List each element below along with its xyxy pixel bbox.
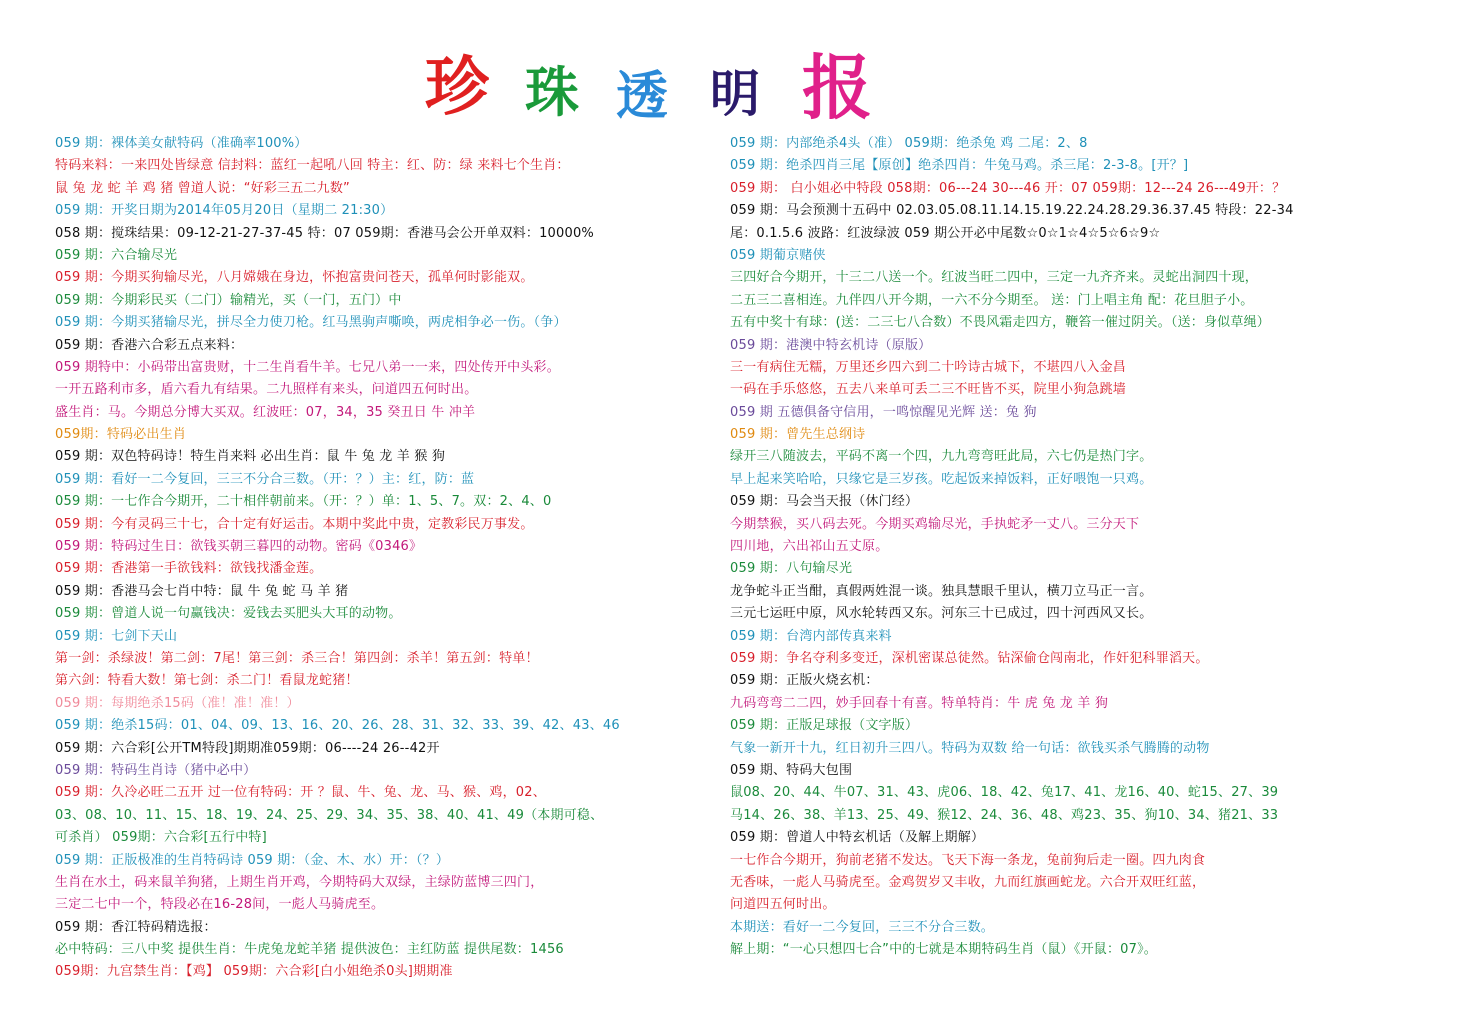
right-text-line: 三一有病住无糯，万里还乡四六到二十吟诗古城下，不堪四八入金昌 [730, 359, 1127, 375]
left-text-line: 059 期：开奖日期为2014年05月20日（星期二 21:30） [55, 203, 394, 219]
right-text-line: 一码在手乐悠悠，五去八来单可丢二三不旺皆不买，院里小狗急跳墙 [730, 382, 1127, 398]
left-text-line: 059 期：香港马会七肖中特：鼠 牛 兔 蛇 马 羊 猪 [55, 583, 349, 599]
left-text-line: 059 期：裸体美女献特码（准确率100%） [55, 136, 308, 151]
right-text-line: 本期送：看好一二今复回，三三不分合三数。 [730, 919, 995, 935]
right-text-line: 059 期：台湾内部传真来料 [730, 628, 892, 644]
right-text-line: 马14、26、38、羊13、25、49、猴12、24、36、48、鸡23、35、狗10、34、猪21、33 [730, 807, 1279, 823]
left-text-line: 03、08、10、11、15、18、19、24、25、29、34、35、38、40、41、49（本期可稳、 [55, 807, 604, 823]
right-text-line: 059 期：马会预测十五码中 02.03.05.08.11.14.15.19.22.24.28.29.36.37.45 特段：22-34 [730, 203, 1294, 219]
right-text-line: 059 期：马会当天报（休门经） [730, 494, 919, 510]
right-text-line: 问道四五何时出。 [730, 897, 836, 913]
right-text-line: 绿开三八随波去，平码不离一个四，九九弯弯旺此局，六七仍是热门字。 [730, 449, 1153, 465]
left-text-line: 必中特码：三八中奖 提供生肖：牛虎兔龙蛇羊猪 提供波色：主红防蓝 提供尾数：1456 [55, 942, 564, 958]
left-text-line: 059 期：今有灵码三十七，合十定有好运击。本期中奖此中贵，定教彩民万事发。 [55, 516, 534, 532]
right-text-line: 059 期：曾先生总纲诗 [730, 427, 866, 443]
left-text-line: 三定二七中一个，特段必在16-28间，一彪人马骑虎至。 [55, 897, 385, 913]
right-text-line: 九码弯弯二二四，妙手回春十有喜。特单特肖：牛 虎 兔 龙 羊 狗 [730, 695, 1109, 711]
right-text-line: 059 期：争名夺利多变迁，深机密谋总徒然。钻深偷仓闯南北，作奸犯科罪滔天。 [730, 650, 1209, 666]
left-text-line: 059 期：六合输尽光 [55, 247, 178, 263]
left-text-line: 特码来料：一来四处皆绿意 信封料：蓝红一起吼八回 特主：红、防：绿 来料七个生肖： [55, 158, 570, 174]
right-text-line: 早上起来笑哈哈，只缘它是三岁孩。吃起饭来掉饭料，正好喂饱一只鸡。 [730, 471, 1153, 487]
left-text-line: 盛生肖：马。今期总分博大买双。红波旺：07，34，35 癸丑日 牛 冲羊 [55, 404, 476, 420]
right-text-line: 尾：0.1.5.6 波路：红波绿波 059 期公开必中尾数☆0☆1☆4☆5☆6☆9☆ [730, 225, 1161, 241]
right-text-line: 059 期：曾道人中特玄机话（及解上期解） [730, 830, 985, 846]
left-text-line: 059 期：正版极准的生肖特码诗 059 期：（金、木、水）开：（？） [55, 852, 450, 868]
left-text-line: 059 期：双色特码诗！特生肖来料 必出生肖：鼠 牛 兔 龙 羊 猴 狗 [55, 449, 446, 465]
right-text-line: 059 期：正版火烧玄机： [730, 673, 879, 689]
left-text-line: 059 期：特码生肖诗（猪中必中） [55, 762, 257, 778]
right-text-line: 鼠08、20、44、牛07、31、43、虎06、18、42、兔17、41、龙16、40、蛇15、27、39 [730, 785, 1279, 801]
right-text-line: 五有中奖十有球：(送：二三七八合数）不畏风霜走四方，鞭笞一催过阴关。（送：身似草绳） [730, 315, 1270, 331]
left-column [55, 133, 695, 984]
left-text-line: 059 期：香港第一手欲钱料：欲钱找潘金莲。 [55, 561, 323, 577]
left-text-line: 059 期：特码过生日：欲钱买朝三暮四的动物。密码《0346》 [55, 539, 423, 555]
left-text-line: 058 期：搅珠结果：09-12-21-27-37-45 特：07 059期：香港马会公开单双料：10000% [55, 225, 594, 241]
right-text-line: 解上期：“一心只想四七合”中的七就是本期特码生肖（鼠）《开鼠：07》。 [730, 942, 1158, 958]
right-text-line: 059 期：港澳中特玄机诗（原版） [730, 337, 932, 353]
left-text-line: 059 期：曾道人说一句赢钱决：爱钱去买肥头大耳的动物。 [55, 606, 402, 622]
left-text-line: 059 期：七剑下天山 [55, 628, 178, 644]
left-text-line: 059 期特中：小码带出富贵财，十二生肖看牛羊。七兄八弟一一来，四处传开中头彩。 [55, 359, 560, 375]
title-char-4: 明 [710, 64, 760, 123]
left-text-line: 059 期：六合彩[公开TM特段]期期准059期：06----24 26--42开 [55, 740, 440, 756]
right-text-line: 059 期：内部绝杀4头（准） 059期：绝杀兔 鸡 二尾：2、8 [730, 136, 1088, 151]
right-text-line: 059 期 五德俱备守信用，一鸣惊醒见光辉 送：兔 狗 [730, 404, 1037, 420]
right-text-line: 龙争蛇斗正当酣，真假两姓混一谈。独具慧眼千里认，横刀立马正一言。 [730, 583, 1153, 599]
left-text-line: 059 期：香江特码精选报： [55, 919, 217, 935]
left-text-line: 059期：特码必出生肖 [55, 427, 187, 443]
left-text-line: 059 期：今期彩民买（二门）输精光，买（一门，五门）中 [55, 292, 402, 308]
right-text-line: 三元七运旺中原，风水轮转西又东。河东三十已成过，四十河西风又长。 [730, 606, 1153, 622]
left-text-line: 第六剑：特看大数！第七剑：杀二门！看鼠龙蛇猪！ [55, 673, 359, 689]
left-text-line: 059 期：久冷必旺二五开 过一位有特码：开 ？鼠、牛、兔、龙、马、猴、鸡，02、 [55, 785, 546, 801]
right-text-line: 059 期： 白小姐必中特段 058期：06---24 30---46 开：07 059期：12---24 26---49开：？ [730, 180, 1286, 196]
right-text-line: 059 期：正版足球报（文字版） [730, 718, 919, 734]
title-char-2: 珠 [525, 60, 579, 124]
right-text-line: 059 期葡京赌侠 [730, 247, 826, 263]
right-text-line: 今期禁猴，买八码去死。今期买鸡输尽光，手执蛇矛一丈八。三分天下 [730, 516, 1140, 532]
left-text-line: 鼠 兔 龙 蛇 羊 鸡 猪 曾道人说：“好彩三五二九数” [55, 180, 350, 196]
right-text-line: 三四好合今期开，十三二八送一个。红波当旺二四中，三定一九齐齐来。灵蛇出洞四十现， [730, 270, 1259, 286]
left-text-line: 一开五路利市多，盾六看九有结果。二九照样有来头，问道四五何时出。 [55, 382, 478, 398]
left-text-line: 059 期：今期买狗输尽光，八月嫦娥在身边，怀抱富贵问苍天，孤单何时影能双。 [55, 270, 534, 286]
left-text-line: 059 期：看好一二今复回，三三不分合三数。（开：？）主：红，防：蓝 [55, 471, 475, 487]
left-text-line: 059 期：香港六合彩五点来料： [55, 337, 244, 353]
left-text-line: 059 期：今期买猪输尽光，拼尽全力使刀枪。红马黑驹声嘶唤，两虎相争必一伤。（争） [55, 315, 567, 331]
right-text-line: 气象一新开十九，红日初升三四八。特码为双数 给一句话：欲钱买杀气腾腾的动物 [730, 740, 1210, 756]
right-column [730, 133, 1420, 961]
left-text-line: 可杀肖） 059期：六合彩[五行中特] [55, 830, 267, 846]
right-text-line: 059 期、特码大包围 [730, 762, 853, 778]
title-char-5: 报 [802, 46, 872, 129]
left-text-line: 生肖在水土，码来鼠羊狗猪，上期生肖开鸡，今期特码大双绿，主绿防蓝博三四门， [55, 874, 544, 890]
right-text-line: 四川地，六出祁山五丈原。 [730, 539, 889, 555]
title-char-1: 珍 [425, 50, 489, 125]
left-text-line: 第一剑：杀绿波！第二剑：7尾！第三剑：杀三合！第四剑：杀羊！第五剑：特单！ [55, 650, 539, 666]
left-text-line: 059期：九宫禁生肖：【鸡】 059期：六合彩[白小姐绝杀0头]期期准 [55, 964, 453, 980]
title-char-3: 透 [616, 66, 669, 127]
right-text-line: 059 期：八句输尽光 [730, 561, 853, 577]
left-text-line: 059 期：每期绝杀15码（准！准！准！） [55, 695, 300, 711]
right-text-line: 二五三二喜相连。九伴四八开今期，一六不分今期至。 送：门上唱主角 配：花旦胆子小。 [730, 292, 1254, 308]
right-text-line: 一七作合今期开，狗前老猪不发达。飞天下海一条龙，兔前狗后走一圈。四九肉食 [730, 852, 1206, 868]
left-text-line: 059 期：一七作合今期开，二十相伴朝前来。（开：？）单：1、5、7。双：2、4、0 [55, 494, 552, 510]
left-text-line: 059 期：绝杀15码：01、04、09、13、16、20、26、28、31、32、33、39、42、43、46 [55, 718, 620, 734]
right-text-line: 无香味，一彪人马骑虎至。金鸡贺岁又丰收，九而红旗画蛇龙。六合开双旺红蓝， [730, 874, 1206, 890]
right-text-line: 059 期：绝杀四肖三尾【原创】绝杀四肖：牛兔马鸡。杀三尾：2-3-8。[开？] [730, 158, 1189, 174]
